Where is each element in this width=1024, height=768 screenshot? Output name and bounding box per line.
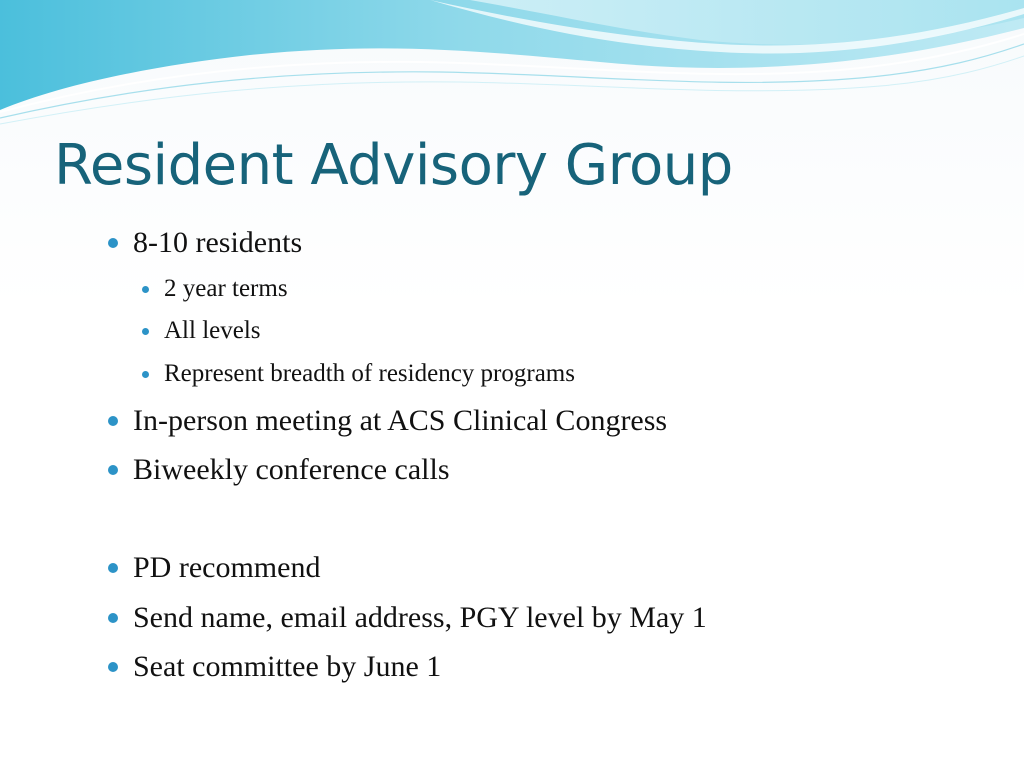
- bullet-dot-icon: [108, 465, 118, 475]
- bullet-text: PD recommend: [133, 551, 321, 584]
- bullet-text: Send name, email address, PGY level by May 1: [133, 601, 707, 634]
- bullet-text: Biweekly conference calls: [133, 453, 450, 486]
- bullet-item: [133, 550, 320, 586]
- bullet-text: 8-10 residents: [133, 226, 303, 259]
- bullet-dot-icon: [108, 613, 118, 623]
- slide-title: Resident Advisory Group: [54, 133, 733, 198]
- bullet-item: [133, 600, 707, 636]
- bullet-item: [133, 403, 667, 439]
- bullet-dot-icon: [142, 286, 149, 293]
- bullet-text: All levels: [164, 317, 261, 344]
- bullet-text: 2 year terms: [164, 275, 288, 302]
- bullet-text: Represent breadth of residency programs: [164, 360, 575, 387]
- bullet-text: In-person meeting at ACS Clinical Congress: [133, 404, 668, 437]
- bullet-text: Seat committee by June 1: [133, 650, 442, 683]
- bullet-dot-icon: [108, 416, 118, 426]
- bullet-item: [133, 452, 450, 488]
- bullet-dot-icon: [142, 328, 149, 335]
- sub-bullet-item: [164, 274, 288, 304]
- bullet-dot-icon: [108, 238, 118, 248]
- bullet-item: [133, 225, 302, 261]
- bullet-dot-icon: [108, 563, 118, 573]
- bullet-dot-icon: [142, 371, 149, 378]
- bullet-item: [133, 649, 441, 685]
- sub-bullet-item: [164, 359, 575, 389]
- bullet-dot-icon: [108, 662, 118, 672]
- sub-bullet-item: [164, 316, 261, 346]
